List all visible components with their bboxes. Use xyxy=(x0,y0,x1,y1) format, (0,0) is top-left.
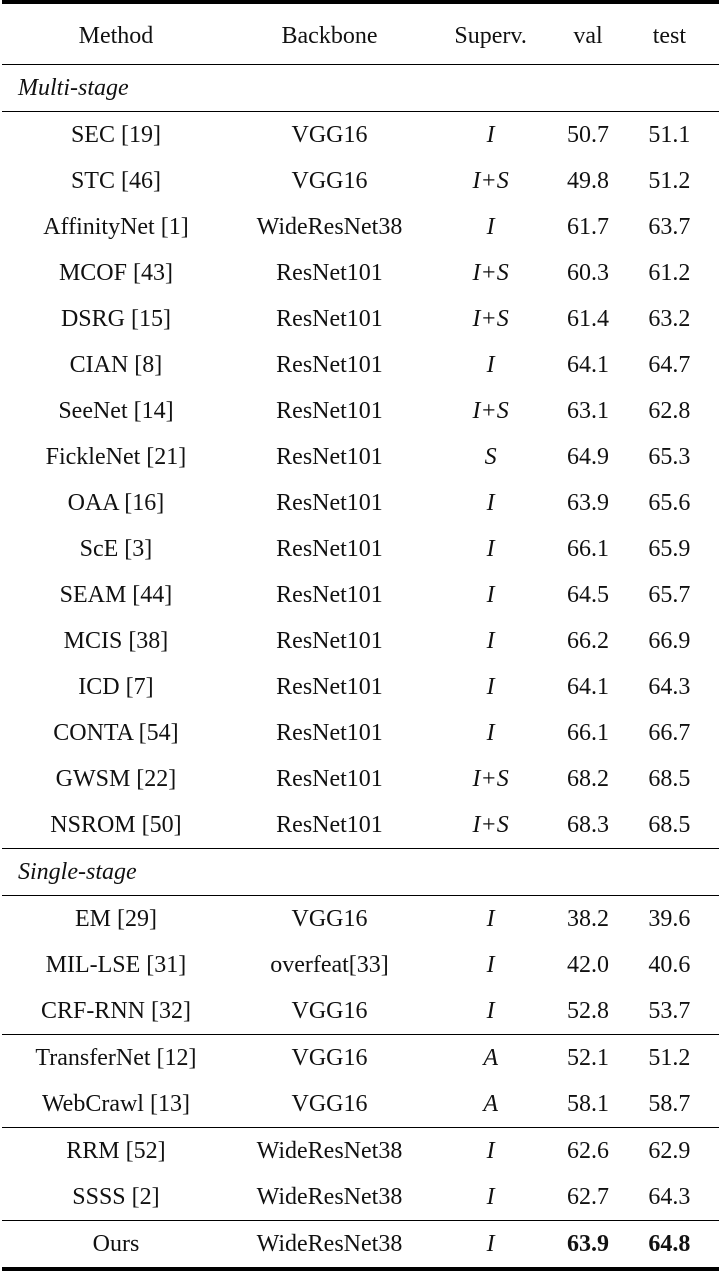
cell-supervision: I+S xyxy=(472,305,509,332)
cell-val: 64.5 xyxy=(566,581,609,608)
cell-supervision: I xyxy=(429,112,552,159)
cell-val: 66.1 xyxy=(566,535,609,562)
cell-val: 52.1 xyxy=(552,1035,624,1082)
cell-backbone: ResNet101 xyxy=(276,305,383,332)
table-row xyxy=(2,526,719,572)
cell-test: 64.8 xyxy=(624,1221,719,1270)
header-method: Method xyxy=(2,2,230,65)
cell-backbone: WideResNet38 xyxy=(230,1128,429,1175)
cell-test: 63.2 xyxy=(648,305,691,332)
cell-method: AffinityNet [1] xyxy=(43,213,189,240)
section-row xyxy=(2,849,719,896)
cell-supervision: I+S xyxy=(472,811,509,838)
table-row xyxy=(2,802,719,849)
header-val: val xyxy=(552,2,624,65)
cell-backbone: ResNet101 xyxy=(276,259,383,286)
cell-supervision: I xyxy=(486,213,495,240)
cell-test: 51.2 xyxy=(648,167,691,194)
cell-val: 64.1 xyxy=(566,351,609,378)
cell-method: ICD [7] xyxy=(78,673,154,700)
table-row xyxy=(2,756,719,802)
cell-val: 66.1 xyxy=(566,719,609,746)
cell-backbone: VGG16 xyxy=(230,112,429,159)
cell-val: 52.8 xyxy=(566,997,609,1024)
cell-val: 63.9 xyxy=(566,489,609,516)
cell-val: 66.2 xyxy=(566,627,609,654)
table-row xyxy=(2,572,719,618)
cell-backbone: ResNet101 xyxy=(276,443,383,470)
cell-val: 64.9 xyxy=(566,443,609,470)
table-row xyxy=(2,664,719,710)
cell-method: NSROM [50] xyxy=(50,811,182,838)
cell-method: CONTA [54] xyxy=(53,719,179,746)
cell-backbone: overfeat[33] xyxy=(270,951,389,978)
cell-backbone: ResNet101 xyxy=(276,765,383,792)
cell-backbone: VGG16 xyxy=(230,1035,429,1082)
cell-supervision: I xyxy=(429,1221,552,1270)
cell-val: 42.0 xyxy=(566,951,609,978)
cell-val: 64.1 xyxy=(566,673,609,700)
cell-method: OAA [16] xyxy=(67,489,165,516)
header-row xyxy=(2,2,719,65)
cell-test: 64.7 xyxy=(648,351,691,378)
cell-supervision: I xyxy=(486,489,495,516)
cell-supervision: I xyxy=(486,627,495,654)
cell-method: SeeNet [14] xyxy=(58,397,174,424)
cell-method: TransferNet [12] xyxy=(2,1035,230,1082)
table-row xyxy=(2,1081,719,1128)
cell-backbone: VGG16 xyxy=(291,167,368,194)
cell-backbone: ResNet101 xyxy=(276,811,383,838)
table-row xyxy=(2,480,719,526)
cell-supervision: I xyxy=(486,997,495,1024)
cell-test: 68.5 xyxy=(648,765,691,792)
table-row xyxy=(2,204,719,250)
table-row xyxy=(2,618,719,664)
cell-val: 38.2 xyxy=(552,896,624,943)
cell-test: 39.6 xyxy=(624,896,719,943)
table-row xyxy=(2,112,719,159)
table-row xyxy=(2,710,719,756)
cell-supervision: I+S xyxy=(472,397,509,424)
cell-val: 62.6 xyxy=(552,1128,624,1175)
table-row xyxy=(2,296,719,342)
cell-backbone: ResNet101 xyxy=(276,535,383,562)
section-label: Single-stage xyxy=(2,849,719,896)
cell-val: 62.7 xyxy=(566,1183,609,1210)
table-row xyxy=(2,388,719,434)
cell-test: 61.2 xyxy=(648,259,691,286)
cell-supervision: I xyxy=(429,896,552,943)
cell-backbone: WideResNet38 xyxy=(256,213,403,240)
cell-backbone: VGG16 xyxy=(291,1090,368,1117)
cell-method: SEAM [44] xyxy=(59,581,173,608)
cell-backbone: WideResNet38 xyxy=(230,1221,429,1270)
cell-test: 65.7 xyxy=(648,581,691,608)
cell-backbone: ResNet101 xyxy=(276,627,383,654)
cell-val: 58.1 xyxy=(566,1090,609,1117)
cell-test: 66.7 xyxy=(648,719,691,746)
cell-method: CRF-RNN [32] xyxy=(40,997,191,1024)
cell-test: 64.3 xyxy=(648,1183,691,1210)
cell-backbone: VGG16 xyxy=(230,896,429,943)
cell-test: 65.9 xyxy=(648,535,691,562)
cell-val: 68.2 xyxy=(566,765,609,792)
cell-backbone: WideResNet38 xyxy=(256,1183,403,1210)
cell-supervision: I xyxy=(486,719,495,746)
cell-supervision: I xyxy=(486,581,495,608)
cell-method: STC [46] xyxy=(70,167,161,194)
cell-backbone: VGG16 xyxy=(291,997,368,1024)
cell-method: EM [29] xyxy=(2,896,230,943)
cell-test: 51.1 xyxy=(624,112,719,159)
cell-method: FickleNet [21] xyxy=(45,443,187,470)
cell-test: 62.8 xyxy=(648,397,691,424)
cell-supervision: I xyxy=(486,951,495,978)
table-row xyxy=(2,1221,719,1270)
cell-val: 63.9 xyxy=(552,1221,624,1270)
results-table xyxy=(2,0,719,1271)
cell-method: MIL-LSE [31] xyxy=(45,951,187,978)
cell-supervision: I xyxy=(486,535,495,562)
cell-backbone: ResNet101 xyxy=(276,673,383,700)
cell-backbone: ResNet101 xyxy=(276,397,383,424)
cell-method: MCIS [38] xyxy=(63,627,169,654)
header-test: test xyxy=(624,2,719,65)
cell-method: Ours xyxy=(2,1221,230,1270)
cell-method: SEC [19] xyxy=(2,112,230,159)
cell-backbone: ResNet101 xyxy=(276,719,383,746)
header-supervision: Superv. xyxy=(429,2,552,65)
cell-supervision: I+S xyxy=(472,765,509,792)
cell-method: CIAN [8] xyxy=(69,351,163,378)
table-row xyxy=(2,896,719,943)
cell-test: 64.3 xyxy=(648,673,691,700)
cell-supervision: I xyxy=(486,673,495,700)
table-row xyxy=(2,1174,719,1221)
cell-val: 49.8 xyxy=(566,167,609,194)
cell-method: ScE [3] xyxy=(79,535,153,562)
cell-val: 50.7 xyxy=(552,112,624,159)
table-row xyxy=(2,988,719,1035)
section-row xyxy=(2,65,719,112)
cell-supervision: I+S xyxy=(472,259,509,286)
cell-test: 53.7 xyxy=(648,997,691,1024)
cell-test: 51.2 xyxy=(624,1035,719,1082)
cell-val: 61.4 xyxy=(566,305,609,332)
table-row xyxy=(2,1128,719,1175)
cell-method: RRM [52] xyxy=(2,1128,230,1175)
cell-supervision: S xyxy=(484,443,497,470)
cell-val: 61.7 xyxy=(566,213,609,240)
cell-method: GWSM [22] xyxy=(55,765,177,792)
cell-supervision: I xyxy=(429,1128,552,1175)
table-row xyxy=(2,250,719,296)
cell-test: 65.3 xyxy=(648,443,691,470)
table-row xyxy=(2,342,719,388)
cell-test: 68.5 xyxy=(648,811,691,838)
cell-supervision: A xyxy=(483,1090,498,1117)
header-backbone: Backbone xyxy=(230,2,429,65)
cell-method: MCOF [43] xyxy=(58,259,173,286)
cell-test: 66.9 xyxy=(648,627,691,654)
cell-supervision: I+S xyxy=(472,167,509,194)
cell-backbone: ResNet101 xyxy=(276,489,383,516)
cell-val: 60.3 xyxy=(566,259,609,286)
table-row xyxy=(2,434,719,480)
table-row xyxy=(2,1035,719,1082)
section-label: Multi-stage xyxy=(2,65,719,112)
table-row xyxy=(2,158,719,204)
cell-method: WebCrawl [13] xyxy=(41,1090,190,1117)
cell-test: 63.7 xyxy=(648,213,691,240)
table-row xyxy=(2,942,719,988)
cell-backbone: ResNet101 xyxy=(276,351,383,378)
cell-test: 65.6 xyxy=(648,489,691,516)
cell-supervision: I xyxy=(486,1183,495,1210)
cell-test: 40.6 xyxy=(648,951,691,978)
cell-val: 63.1 xyxy=(566,397,609,424)
cell-val: 68.3 xyxy=(566,811,609,838)
cell-supervision: I xyxy=(486,351,495,378)
cell-method: SSSS [2] xyxy=(72,1183,160,1210)
cell-backbone: ResNet101 xyxy=(276,581,383,608)
cell-test: 62.9 xyxy=(624,1128,719,1175)
cell-test: 58.7 xyxy=(648,1090,691,1117)
cell-supervision: A xyxy=(429,1035,552,1082)
cell-method: DSRG [15] xyxy=(60,305,171,332)
table-body xyxy=(2,65,719,1270)
